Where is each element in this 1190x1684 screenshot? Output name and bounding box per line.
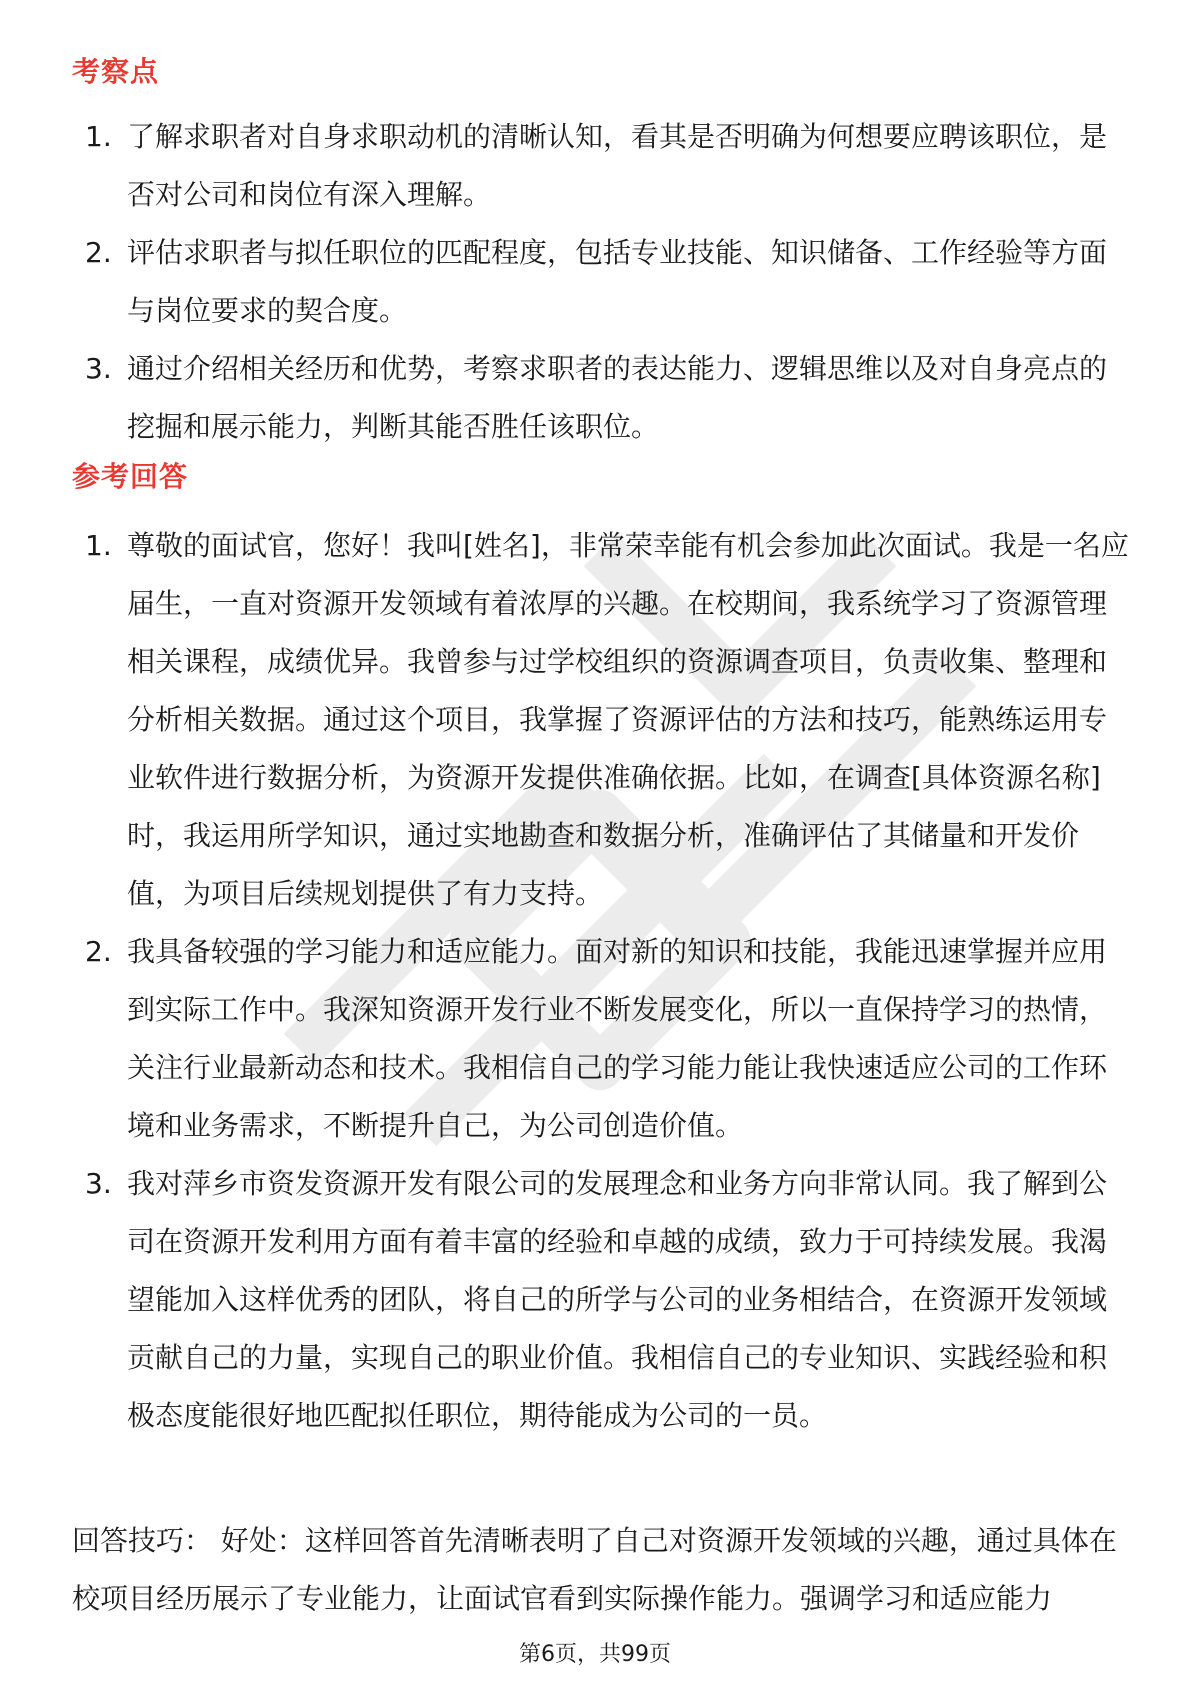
list-item (0, 108, 1190, 224)
list-item (0, 340, 1190, 456)
list-number: 3. (85, 1167, 112, 1200)
list-number: 2. (85, 236, 112, 269)
answer-tip-paragraph: 回答技巧： 好处：这样回答首先清晰表明了自己对资源开发领域的兴趣，通过具体在校项目经历展示了专业能力，让面试官看到实际操作能力。强调学习和适应能力 (72, 1524, 1117, 1615)
list-number: 2. (85, 935, 112, 968)
list-number: 3. (85, 352, 112, 385)
list-item-text: 我对萍乡市资发资源开发有限公司的发展理念和业务方向非常认同。我了解到公司在资源开发利用方面有着丰富的经验和卓越的成绩，致力于可持续发展。我渴望能加入这样优秀的团队，将自己的所学与公司的业务相结合，在资源开发领域贡献自己的力量，实现自己的职业价值。我相信自己的专业知识、实践经验和积极态度能很好地匹配拟任职位，期待能成为公司的一员。 (127, 1167, 1108, 1432)
reference-answer-list (0, 517, 1190, 1445)
page-number: 第6页，共99页 (519, 1642, 671, 1667)
list-item (0, 517, 1190, 923)
list-number: 1. (85, 529, 112, 562)
list-item (0, 1155, 1190, 1445)
list-item-text: 通过介绍相关经历和优势，考察求职者的表达能力、逻辑思维以及对自身亮点的挖掘和展示能力，判断其能否胜任该职位。 (127, 352, 1108, 443)
assessment-points-list (0, 108, 1190, 456)
list-item-text: 我具备较强的学习能力和适应能力。面对新的知识和技能，我能迅速掌握并应用到实际工作中。我深知资源开发行业不断发展变化，所以一直保持学习的热情，关注行业最新动态和技术。我相信自己的学习能力能让我快速适应公司的工作环境和业务需求，不断提升自己，为公司创造价值。 (127, 935, 1108, 1142)
list-item-text: 评估求职者与拟任职位的匹配程度，包括专业技能、知识储备、工作经验等方面与岗位要求的契合度。 (127, 236, 1108, 327)
list-item-text: 尊敬的面试官，您好！我叫[姓名]，非常荣幸能有机会参加此次面试。我是一名应届生，一直对资源开发领域有着浓厚的兴趣。在校期间，我系统学习了资源管理相关课程，成绩优异。我曾参与过学校组织的资源调查项目，负责收集、整理和分析相关数据。通过这个项目，我掌握了资源评估的方法和技巧，能熟练运用专业软件进行数据分析，为资源开发提供准确依据。比如，在调查[具体资源名称]时，我运用所学知识，通过实地勘查和数据分析，准确评估了其储量和开发价值，为项目后续规划提供了有力支持。 (127, 529, 1129, 910)
section-title-kaochadian: 考察点 (72, 55, 160, 88)
list-item (0, 224, 1190, 340)
list-item (0, 923, 1190, 1155)
list-item-text: 了解求职者对自身求职动机的清晰认知，看其是否明确为何想要应聘该职位，是否对公司和岗位有深入理解。 (127, 120, 1108, 211)
section-title-cankao-huida: 参考回答 (72, 460, 189, 493)
list-number: 1. (85, 120, 112, 153)
